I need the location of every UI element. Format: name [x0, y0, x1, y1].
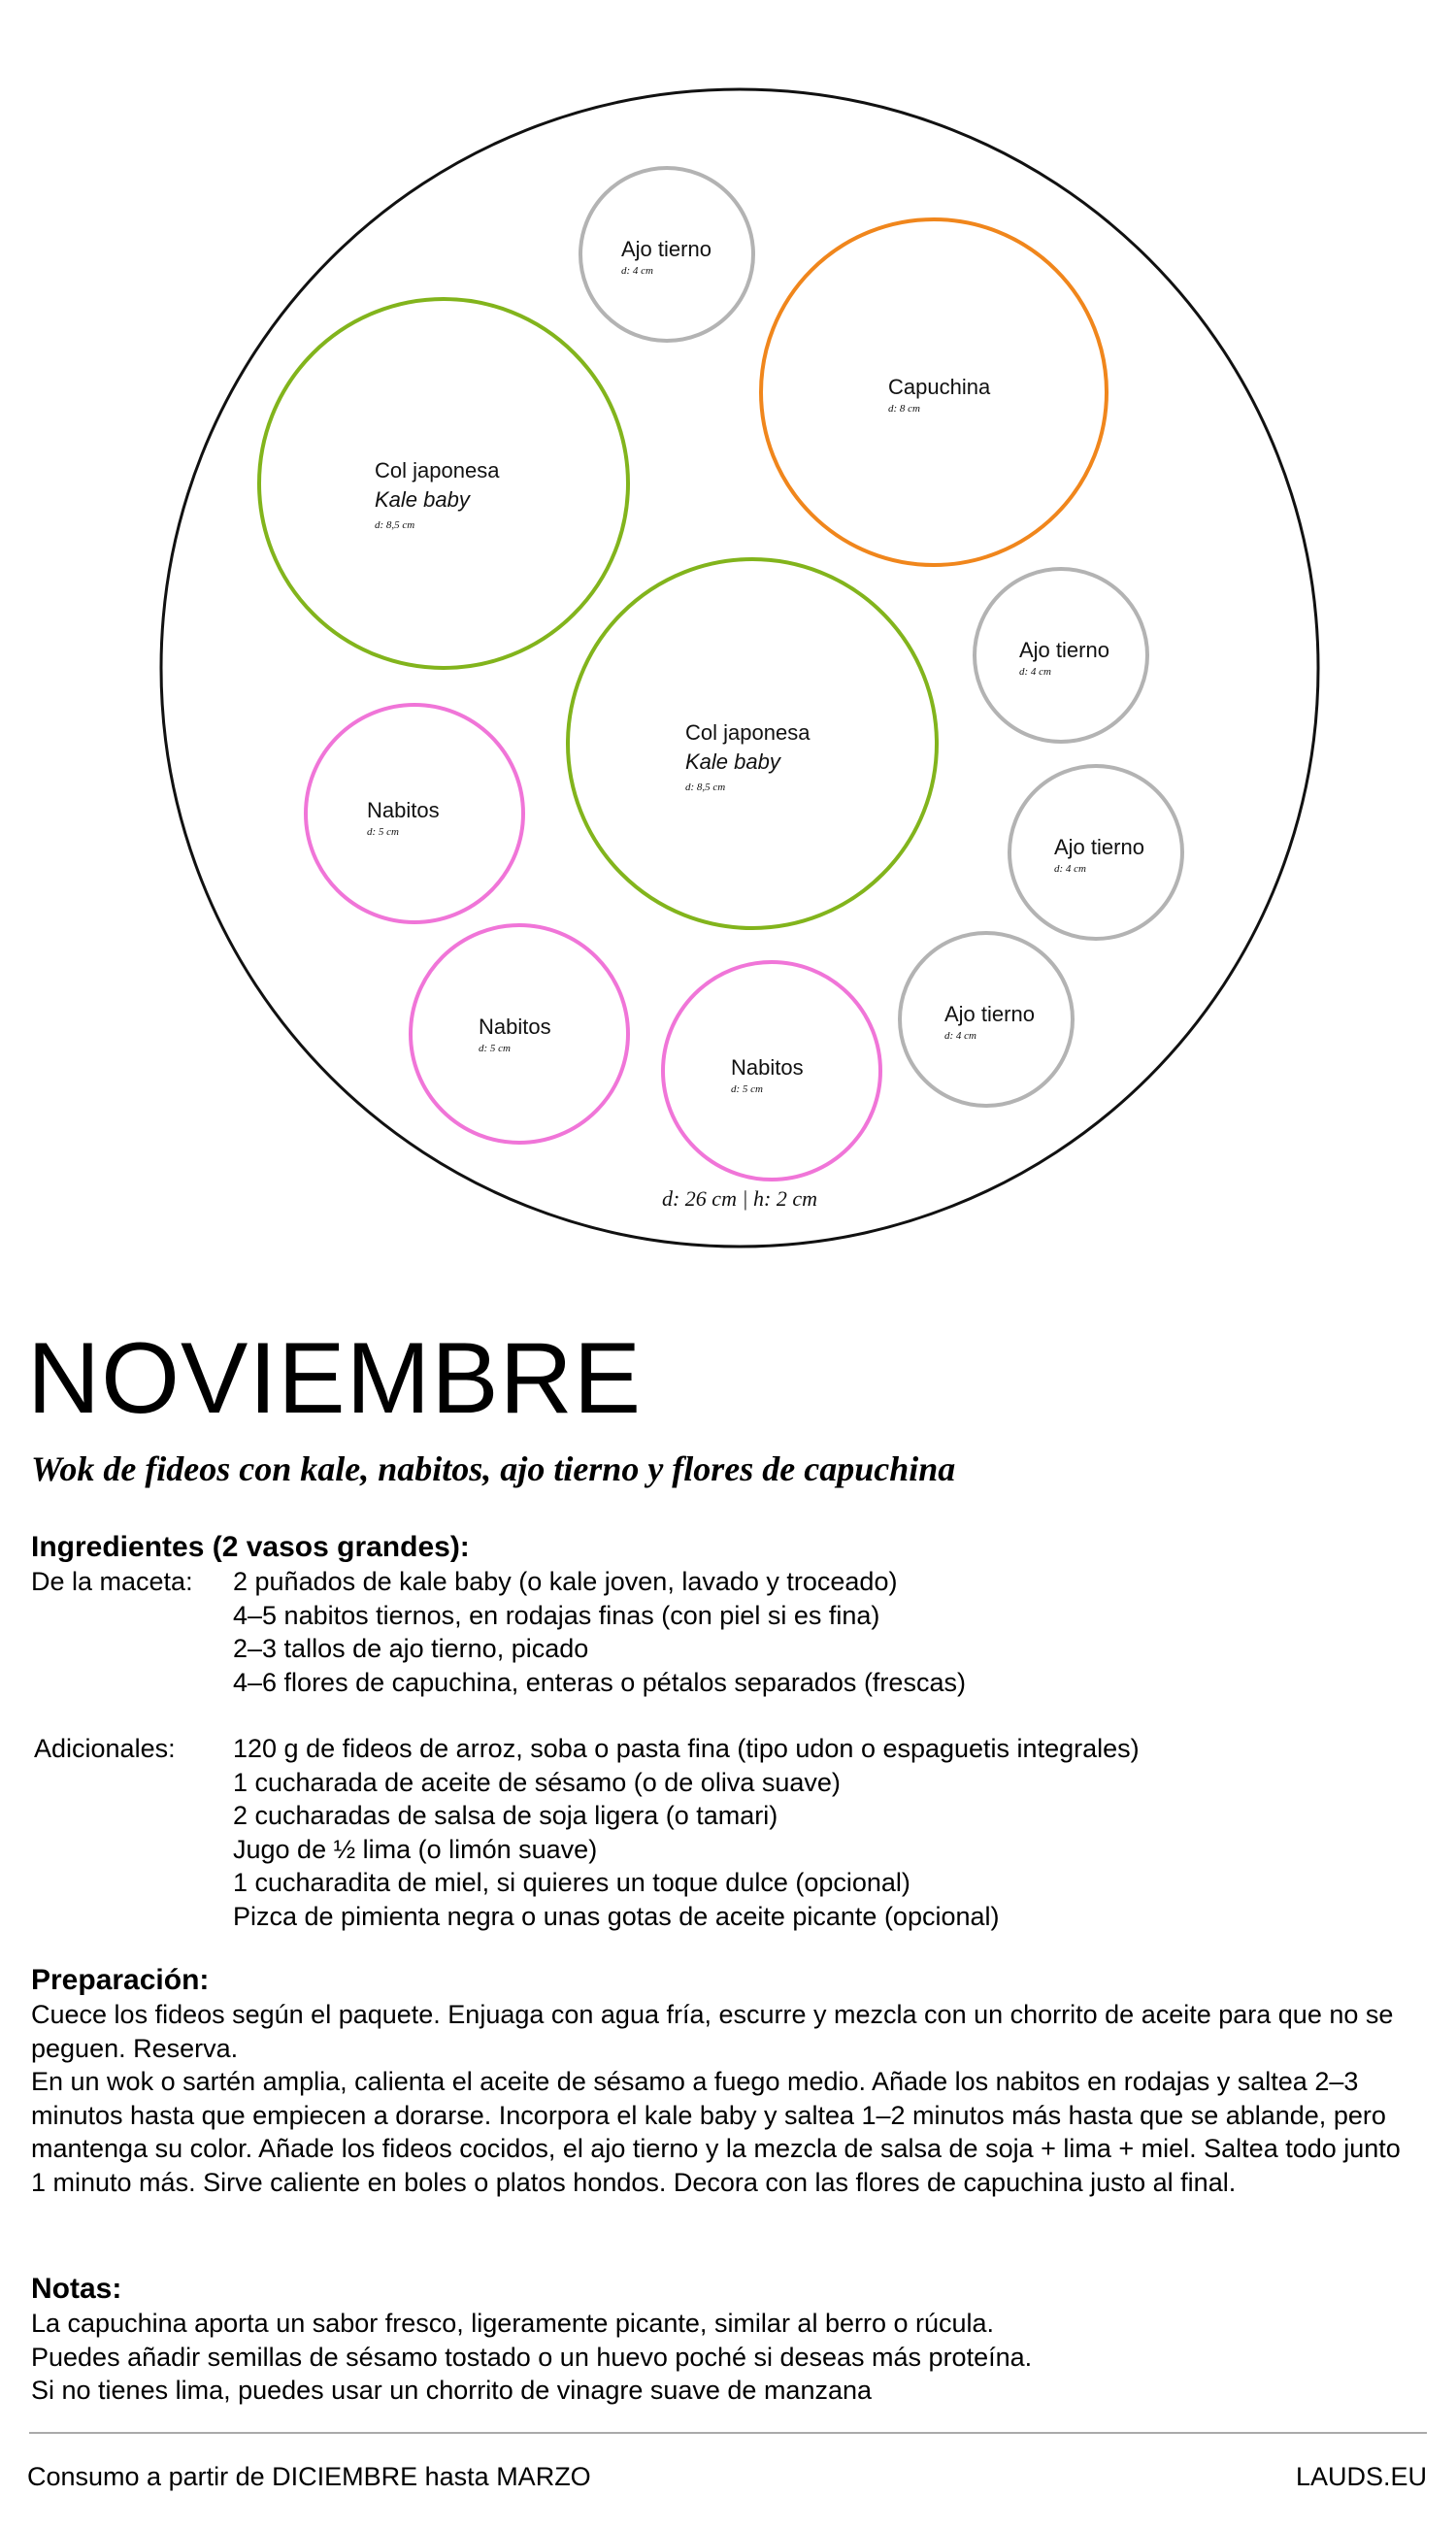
- maceta-list: [31, 1599, 1140, 1700]
- plant-diameter: d: 8,5 cm: [685, 782, 726, 793]
- preparation-step: En un wok o sartén amplia, calienta el aceite de sésamo a fuego medio. Añade los nabitos en rodajas y saltea 2–3 minutos hasta que empiecen a dorarse. Incorpora el kale baby y saltea 1–2 minutos más hasta que se ablande, pero mantenga su color. Añade los fideos cocidos, el ajo tierno y la mezcla de salsa de soja + lima + miel. Saltea todo junto 1 minuto más. Sirve caliente en boles o platos hondos. Decora con las flores de capuchina justo al final.: [31, 2067, 1401, 2197]
- consumption-period: Consumo a partir de DICIEMBRE hasta MARZO: [27, 2462, 591, 2491]
- ingredient-item: Jugo de ½ lima (o limón suave): [233, 1834, 598, 1864]
- ingredient-item: 120 g de fideos de arroz, soba o pasta fina (tipo udon o espaguetis integrales): [233, 1734, 1140, 1763]
- plant-diameter: d: 5 cm: [367, 826, 399, 838]
- plant-name: Col japonesa: [685, 720, 811, 745]
- pot-dimensions: d: 26 cm | h: 2 cm: [661, 1186, 818, 1211]
- plant-variety: Kale baby: [375, 487, 470, 512]
- preparation-section: [31, 1963, 1419, 2199]
- ingredients-heading: Ingredientes (2 vasos grandes):: [31, 1531, 470, 1563]
- plant-name: Nabitos: [479, 1015, 551, 1039]
- adicionales-label: Adicionales:: [34, 1734, 176, 1763]
- ingredients-section: [31, 1530, 1140, 1933]
- ingredient-item: Pizca de pimienta negra o unas gotas de aceite picante (opcional): [233, 1901, 1000, 1931]
- plant-circle: [259, 299, 628, 668]
- plant-diameter: d: 5 cm: [479, 1043, 511, 1054]
- notes-heading: Notas:: [31, 2273, 122, 2305]
- plant-diameter: d: 8 cm: [888, 403, 920, 415]
- ingredient-item: 2 cucharadas de salsa de soja ligera (o tamari): [233, 1801, 778, 1830]
- preparation-heading: Preparación:: [31, 1964, 210, 1996]
- note-item: Si no tienes lima, puedes usar un chorrito de vinagre suave de manzana: [31, 2376, 873, 2405]
- plant-name: Col japonesa: [375, 458, 500, 483]
- plant-8: [900, 933, 1073, 1106]
- plant-4: [975, 569, 1147, 742]
- adicionales-list: [31, 1766, 1140, 1934]
- plant-name: Ajo tierno: [621, 237, 711, 261]
- plant-3: [568, 559, 937, 928]
- plant-diameter: d: 4 cm: [1054, 863, 1086, 875]
- plant-diameter: d: 4 cm: [621, 265, 653, 277]
- plant-9: [663, 962, 880, 1180]
- ingredient-item: 4–5 nabitos tiernos, en rodajas finas (con piel si es fina): [233, 1600, 880, 1630]
- note-item: La capuchina aporta un sabor fresco, ligeramente picante, similar al berro o rúcula.: [31, 2309, 995, 2338]
- plant-diameter: d: 5 cm: [731, 1083, 763, 1095]
- plant-name: Ajo tierno: [1054, 835, 1144, 859]
- plant-variety: Kale baby: [685, 749, 780, 774]
- ingredient-item: 2 puñados de kale baby (o kale joven, lavado y troceado): [233, 1567, 898, 1596]
- plant-2: [259, 299, 628, 668]
- month-title: NOVIEMBRE: [27, 1322, 643, 1435]
- plant-name: Nabitos: [731, 1055, 804, 1080]
- plant-5: [306, 705, 523, 922]
- ingredient-item: 4–6 flores de capuchina, enteras o pétalos separados (frescas): [233, 1667, 966, 1697]
- maceta-row: [31, 1565, 1140, 1599]
- plant-name: Capuchina: [888, 375, 991, 399]
- plant-1: [761, 219, 1107, 565]
- plant-name: Ajo tierno: [944, 1002, 1035, 1026]
- plant-diameter: d: 4 cm: [1019, 666, 1051, 678]
- adicionales-row: [31, 1732, 1140, 1766]
- preparation-step: Cuece los fideos según el paquete. Enjuaga con agua fría, escurre y mezcla con un chorrito de aceite para que no se peguen. Reserva.: [31, 2000, 1394, 2063]
- ingredient-item: 1 cucharada de aceite de sésamo (o de oliva suave): [233, 1767, 841, 1797]
- recipe-title: Wok de fideos con kale, nabitos, ajo tierno y flores de capuchina: [31, 1449, 956, 1488]
- plants-layer: [259, 168, 1182, 1180]
- plant-6: [1009, 766, 1182, 939]
- ingredient-item: 1 cucharadita de miel, si quieres un toque dulce (opcional): [233, 1868, 910, 1897]
- note-item: Puedes añadir semillas de sésamo tostado o un huevo poché si deseas más proteína.: [31, 2342, 1033, 2372]
- plant-0: [580, 168, 753, 341]
- plant-diameter: d: 4 cm: [944, 1030, 976, 1042]
- notes-section: [31, 2272, 1419, 2408]
- plant-7: [411, 925, 628, 1143]
- footer-divider: [29, 2432, 1427, 2434]
- maceta-label: De la maceta:: [31, 1567, 193, 1596]
- brand-label: LAUDS.EU: [1295, 2462, 1427, 2491]
- plant-diameter: d: 8,5 cm: [375, 519, 415, 531]
- ingredient-item: 2–3 tallos de ajo tierno, picado: [233, 1634, 589, 1663]
- plant-name: Ajo tierno: [1019, 638, 1109, 662]
- plant-name: Nabitos: [367, 798, 440, 822]
